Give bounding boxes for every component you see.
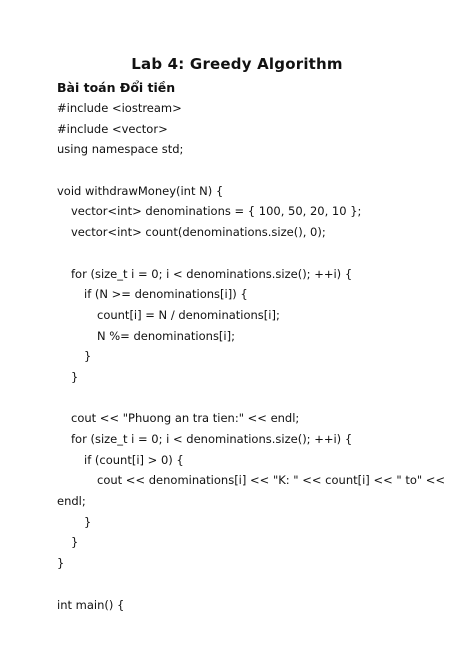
- code-line: [57, 160, 417, 181]
- section-heading: Bài toán Đổi tiền: [57, 80, 176, 95]
- code-line: if (count[i] > 0) {: [84, 452, 184, 467]
- code-line: for (size_t i = 0; i < denominations.size(); ++i) {: [71, 266, 353, 281]
- code-line: cout << "Phuong an tra tien:" << endl;: [71, 411, 300, 426]
- code-line: [57, 388, 417, 409]
- code-line: [57, 243, 417, 264]
- code-line: }: [84, 349, 92, 364]
- code-line: }: [57, 556, 65, 571]
- code-line: }: [71, 369, 79, 384]
- code-line: #include <iostream>: [57, 101, 182, 115]
- code-line: [57, 574, 417, 595]
- code-line: vector<int> denominations = { 100, 50, 20, 10 };: [71, 204, 362, 219]
- code-line: cout << denominations[i] << "K: " << count[i] << " to" <<: [97, 473, 446, 488]
- code-line: N %= denominations[i];: [97, 328, 235, 343]
- code-line: void withdrawMoney(int N) {: [57, 183, 224, 198]
- code-line: for (size_t i = 0; i < denominations.size(); ++i) {: [71, 432, 353, 446]
- code-block: [57, 98, 446, 615]
- code-line: endl;: [57, 494, 86, 509]
- page-title: Lab 4: Greedy Algorithm: [131, 55, 343, 73]
- code-line: }: [84, 514, 92, 529]
- code-line: int main() {: [57, 597, 125, 612]
- code-line: using namespace std;: [57, 142, 184, 157]
- code-line: vector<int> count(denominations.size(), 0);: [71, 225, 326, 240]
- code-line: if (N >= denominations[i]) {: [84, 287, 248, 302]
- code-line: count[i] = N / denominations[i];: [97, 307, 280, 322]
- code-line: #include <vector>: [57, 121, 168, 136]
- code-line: }: [71, 535, 79, 550]
